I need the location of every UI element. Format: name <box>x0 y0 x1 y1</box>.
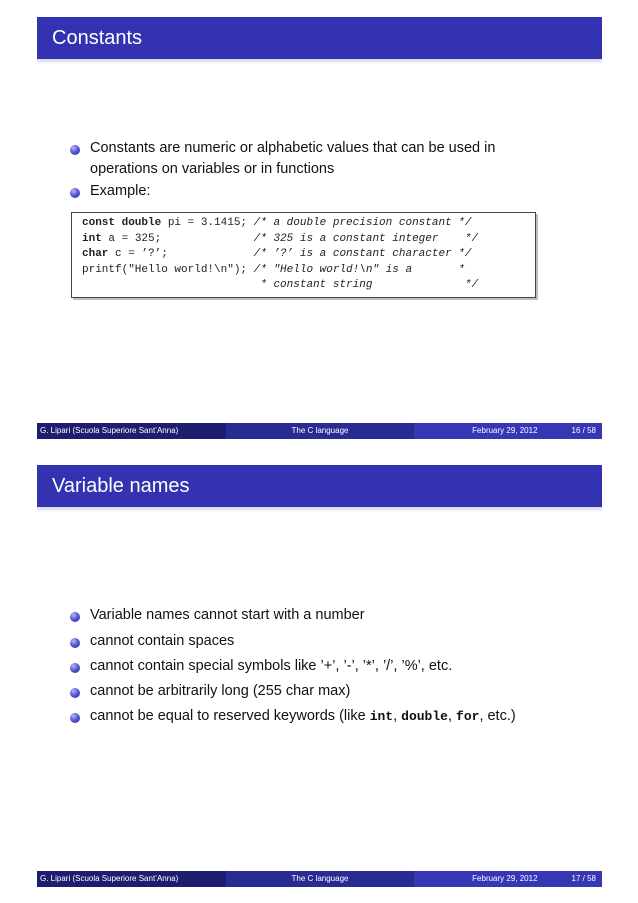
footer-date: February 29, 2012 <box>472 874 538 883</box>
keyword-int: int <box>369 709 394 724</box>
keyword-for: for <box>456 709 480 724</box>
bullet-text: Constants are numeric or alphabetic values that can be used in <box>90 140 496 156</box>
code-comment: /* "Hello world!\n" is a * <box>253 263 465 276</box>
code-comment: /* ’?’ is a constant character */ <box>253 248 472 260</box>
slide-constants <box>37 17 602 439</box>
code-comment: /* a double precision constant */ <box>253 217 472 229</box>
footer-page-number: 16 / 58 <box>571 426 596 435</box>
code-keyword: char <box>82 248 109 260</box>
keyword-double: double <box>401 709 448 724</box>
code-statement: printf("Hello world!\n"); <box>82 263 254 276</box>
bullet-icon <box>70 713 80 723</box>
code-line <box>82 247 471 263</box>
bullet-icon <box>70 612 80 622</box>
bullet-text: Example: <box>90 183 151 199</box>
code-statement: c = ’?’; <box>108 248 254 260</box>
code-comment: * constant string */ <box>253 279 479 291</box>
footer-author: G. Lipari (Scuola Superiore Sant’Anna) <box>37 871 226 887</box>
slide-footer <box>37 423 602 439</box>
bullet-text: cannot contain special symbols like ’+’, ’-’, ’*’, ’/’, ’%’, etc. <box>90 658 453 674</box>
slide-content <box>37 465 602 887</box>
code-comment: /* 325 is a constant integer */ <box>253 232 479 245</box>
bullet-icon <box>70 638 80 648</box>
code-block <box>71 212 536 298</box>
slide-footer <box>37 871 602 887</box>
bullet-text-part: cannot be equal to reserved keywords (like <box>90 708 370 724</box>
code-line <box>82 278 478 294</box>
bullet-icon <box>70 688 80 698</box>
bullet-text-part: , <box>447 708 457 724</box>
slide-title: Variable names <box>52 475 190 497</box>
footer-page-number: 17 / 58 <box>571 874 596 883</box>
bullet-text <box>90 707 516 726</box>
code-keyword: const double <box>82 217 162 229</box>
code-line <box>82 263 465 279</box>
slide-title: Constants <box>52 27 143 49</box>
bullet-icon <box>70 145 80 155</box>
slide-variable-names <box>37 465 602 887</box>
code-statement <box>82 279 254 291</box>
bullet-icon <box>70 188 80 198</box>
footer-date-page <box>414 871 602 887</box>
bullet-text: cannot contain spaces <box>90 633 235 649</box>
footer-author: G. Lipari (Scuola Superiore Sant’Anna) <box>37 423 226 439</box>
footer-date: February 29, 2012 <box>472 426 538 435</box>
bullet-text: cannot be arbitrarily long (255 char max) <box>90 683 351 699</box>
bullet-text-continued: operations on variables or in functions <box>90 161 335 177</box>
code-statement: pi = 3.1415; <box>161 217 254 229</box>
code-statement: a = 325; <box>101 232 254 245</box>
slide-content <box>37 17 602 439</box>
bullet-icon <box>70 663 80 673</box>
bullet-text-part: , etc.) <box>479 708 516 724</box>
footer-course: The C language <box>226 423 414 439</box>
footer-course: The C language <box>226 871 414 887</box>
bullet-text: Variable names cannot start with a number <box>90 607 365 623</box>
footer-date-page <box>414 423 602 439</box>
code-line <box>82 216 471 232</box>
code-keyword: int <box>82 232 102 245</box>
bullet-text-part: , <box>393 708 402 724</box>
code-line <box>82 232 478 248</box>
